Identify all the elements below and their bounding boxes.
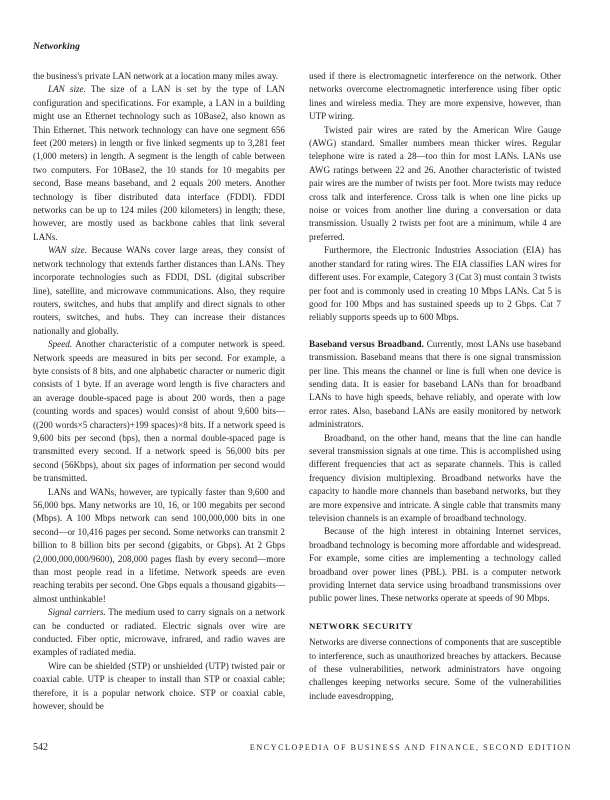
paragraph: Twisted pair wires are rated by the American Wire Gauge (AWG) standard. Smaller numbers mean thicker wires. Regular telephone wire is rated a 28—too thin for most LANs. LANs use AWG ratings between 22 and 26. Another characteristic of twisted pair wires are the number of twists per foot. More twists may reduce cross talk and interference. Cross talk is when one line picks up noise or voices from another line during a conversation or data transmission. Usually 2 twists per foot are a minimum, while 4 are preferred. bbox=[309, 124, 561, 242]
paragraph-text: The size of a LAN is set by the type of LAN configuration and specifications. For example, a LAN in a building might use an Ethernet technology such as 10Base2, also known as Thin Ethernet. This network technology can have one segment 656 feet (200 meters) in length or five linked segments up to 3,281 feet (1,000 meters) in length. A segment is the length of cable between two computers. For 10Base2, the 10 stands for 10 megabits per second, Base means baseband, and 2 equals 200 meters. Another technology is fiber distributed data interface (FDDI). FDDI networks can be up to 124 miles (200 kilometers) in length; these, however, are mostly used as backbone cables that link several LANs. bbox=[33, 84, 285, 242]
runin-heading: Speed. bbox=[48, 339, 73, 350]
paragraph-text: Currently, most LANs use baseband transmission. Baseband means that there is one signal transmission per line. This means the channel or line is full when one device is sending data. It is easier for baseband LANs than for broadband LANs to have high speeds, behave reliably, and operate with low error rates. Also, baseband LANs are easily monitored by network administrators. bbox=[309, 338, 562, 430]
paragraph-lan-size bbox=[33, 83, 285, 244]
section-heading: NETWORK SECURITY bbox=[309, 620, 414, 631]
paragraph: Networks are diverse connections of components that are susceptible to interference, such as unauthorized breaches by attackers. Because of these vulnerabilities, network administrators have ongoing challenges keeping networks secure. Some of the vulnerabilities include eavesdropping, bbox=[309, 637, 561, 701]
running-head: Networking bbox=[33, 42, 80, 52]
paragraph: LANs and WANs, however, are typically faster than 9,600 and 56,000 bps. Many networks are 10, 16, or 100 megabits per second (Mbps). A 100 Mbps network can send 100,000,000 bits in one second—or 10,416 pages per second. Some networks can transmit 2 billion to 8 billion bits per second (gigabits, or Gbps). At 2 Gbps (2,000,000,000/9600), 208,000 pages flash by every second—more than most people read in a lifetime. Network speeds are even reaching terabits per second. One Gbps equals a thousand gigabits—almost unthinkable! bbox=[33, 486, 285, 604]
paragraph-speed bbox=[33, 338, 285, 485]
paragraph-baseband-vs-broadband bbox=[309, 338, 561, 432]
paragraph-text: The medium used to carry signals on a network can be conducted or radiated. Electric signals over wire are conducted. Fiber optic, microwave, infrared, and radio waves are examples of radiated media. bbox=[33, 607, 285, 658]
left-column bbox=[33, 70, 285, 714]
paragraph: Broadband, on the other hand, means that the line can handle several transmission signals at one time. This is accomplished using different frequencies that act as separate channels. This is called frequency division multiplexing. Broadband networks have the capacity to handle more channels than baseband networks, but they are more expensive and intricate. A single cable that transmits many television channels is an example of broadband technology. bbox=[309, 432, 561, 523]
runin-heading: Baseband versus Broadband. bbox=[309, 338, 424, 349]
publication-title: ENCYCLOPEDIA OF BUSINESS AND FINANCE, SECOND EDITION bbox=[249, 743, 572, 752]
runin-heading: Signal carriers. bbox=[48, 607, 106, 618]
runin-heading: LAN size. bbox=[48, 84, 86, 95]
paragraph-signal-carriers bbox=[33, 606, 285, 660]
paragraph-text: Another characteristic of a computer network is speed. Network speeds are measured in bits per second. For example, a byte consists of 8 bits, and one alphabetic character or numeric digit consists of 1 byte. If an average word length is five characters and an average double-spaced page is about 200 words, then a page (counting words and spaces) would consist of about 9,600 bits—((200 words×5 characters)+199 spaces)×8 bits. If a network speed is 9,600 bits per second (bps), then a normal double-spaced page is transmitted every second. If a network speed is 56,000 bits per second (56Kbps), about six pages of information per second would be transmitted. bbox=[33, 339, 285, 484]
paragraph-wan-size bbox=[33, 244, 285, 338]
right-column bbox=[309, 70, 561, 703]
paragraph-text: Because WANs cover large areas, they consist of network technology that extends farther distances than LANs. They incorporate technologies such as FDDI, DSL (digital subscriber line), satellite, and microwave communications. Also, they require routers, switches, and hubs that amplify and direct signals to other routers, switches, and hubs. They can increase their distances nationally and globally. bbox=[33, 245, 285, 336]
runin-heading: WAN size. bbox=[48, 245, 88, 256]
paragraph: the business's private LAN network at a location many miles away. bbox=[33, 71, 279, 81]
paragraph: Furthermore, the Electronic Industries Association (EIA) has another standard for rating wires. The EIA classifies LAN wires for different uses. For example, Category 3 (Cat 3) must contain 3 twists per foot and is commonly used in creating 10 Mbps LANs. Cat 5 is good for 100 Mbps and has sustained speeds up to 2 Gbps. Cat 7 reliably supports speeds up to 600 Mbps. bbox=[309, 245, 561, 323]
paragraph: Wire can be shielded (STP) or unshielded (UTP) twisted pair or coaxial cable. UTP is cheaper to install than STP or coaxial cable; therefore, it is a popular network choice. STP or coaxial cable, however, should be bbox=[33, 660, 285, 712]
page-number: 542 bbox=[33, 742, 48, 753]
paragraph: Because of the high interest in obtaining Internet services, broadband technology is becoming more affordable and widespread. For example, some cities are implementing a technology called broadband over power lines (PBL). PBL is a computer network providing Internet data service using broadband transmissions over public power lines. These networks operate at speeds of 90 Mbps. bbox=[309, 526, 561, 604]
paragraph: used if there is electromagnetic interference on the network. Other networks overcome electromagnetic interference using fiber optic lines and wireless media. They are more expensive, however, than UTP wiring. bbox=[309, 71, 561, 122]
